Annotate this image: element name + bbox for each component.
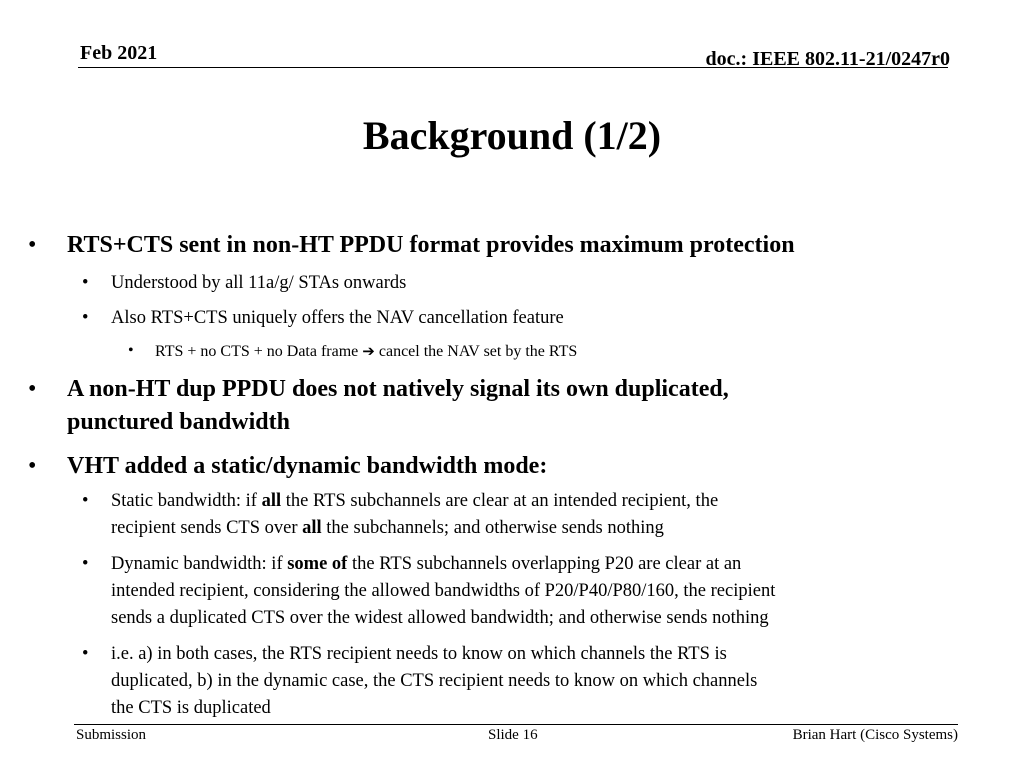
header-doc-id: doc.: IEEE 802.11-21/0247r0 [705,48,950,70]
bullet-marker: • [28,376,37,402]
bullet-marker: • [82,308,89,328]
bullet-marker: • [82,273,89,293]
text-run: Dynamic bandwidth: if [111,554,288,574]
bullet-1-2-1-text [155,340,577,363]
bullet-marker: • [82,491,89,511]
bullet-3-2-text [111,551,775,632]
bullet-3-2-line-1 [111,551,775,578]
emphasis-all: all [261,491,282,511]
emphasis-all: all [302,518,322,538]
text-run: the RTS subchannels are clear at an intended recipient, the [281,491,719,511]
bullet-1-2-1-text-b: cancel the NAV set by the RTS [374,343,578,360]
bullet-1-1-text: Understood by all 11a/g/ STAs onwards [111,273,407,293]
bullet-3-1-line-1 [111,488,718,515]
footer-author: Brian Hart (Cisco Systems) [792,727,958,743]
bullet-3-text: VHT added a static/dynamic bandwidth mode: [67,453,548,479]
bullet-marker: • [128,342,134,359]
right-arrow-icon: ➔ [362,342,375,360]
bullet-3-3-text [111,641,757,722]
header-date: Feb 2021 [80,42,158,64]
text-run: recipient sends CTS over [111,518,303,538]
header-divider [78,67,948,68]
footer-slide-number: Slide 16 [488,727,538,743]
bullet-3-2-line-2: intended recipient, considering the allowed bandwidths of P20/P40/P80/160, the recipient [111,581,776,601]
bullet-marker: • [28,453,37,479]
text-run: Static bandwidth: if [111,491,262,511]
bullet-3-1-line-2 [111,515,718,542]
bullet-2-line-2: punctured bandwidth [67,409,290,435]
bullet-3-3-line-2: duplicated, b) in the dynamic case, the CTS recipient needs to know on which channels [111,671,758,691]
text-run: the subchannels; and otherwise sends nothing [321,518,664,538]
bullet-2-line-1: A non-HT dup PPDU does not natively signal its own duplicated, [67,376,729,402]
bullet-1-2-text: Also RTS+CTS uniquely offers the NAV cancellation feature [111,308,564,328]
footer-submission: Submission [76,727,147,743]
bullet-3-3-line-1: i.e. a) in both cases, the RTS recipient needs to know on which channels the RTS is [111,644,727,664]
bullet-1-2-1-text-a: RTS + no CTS + no Data frame [155,343,363,360]
text-run: the RTS subchannels overlapping P20 are clear at an [347,554,742,574]
bullet-3-1-text [111,488,718,542]
bullet-3-2-line-3: sends a duplicated CTS over the widest allowed bandwidth; and otherwise sends nothing [111,608,769,628]
slide-title: Background (1/2) [362,113,662,158]
bullet-1-text: RTS+CTS sent in non-HT PPDU format provides maximum protection [67,232,795,258]
bullet-3-3-line-3: the CTS is duplicated [111,698,271,718]
bullet-marker: • [28,232,37,258]
bullet-marker: • [82,554,89,574]
bullet-2-text [67,373,729,439]
footer-divider [74,724,958,725]
bullet-marker: • [82,644,89,664]
emphasis-some-of: some of [287,554,348,574]
